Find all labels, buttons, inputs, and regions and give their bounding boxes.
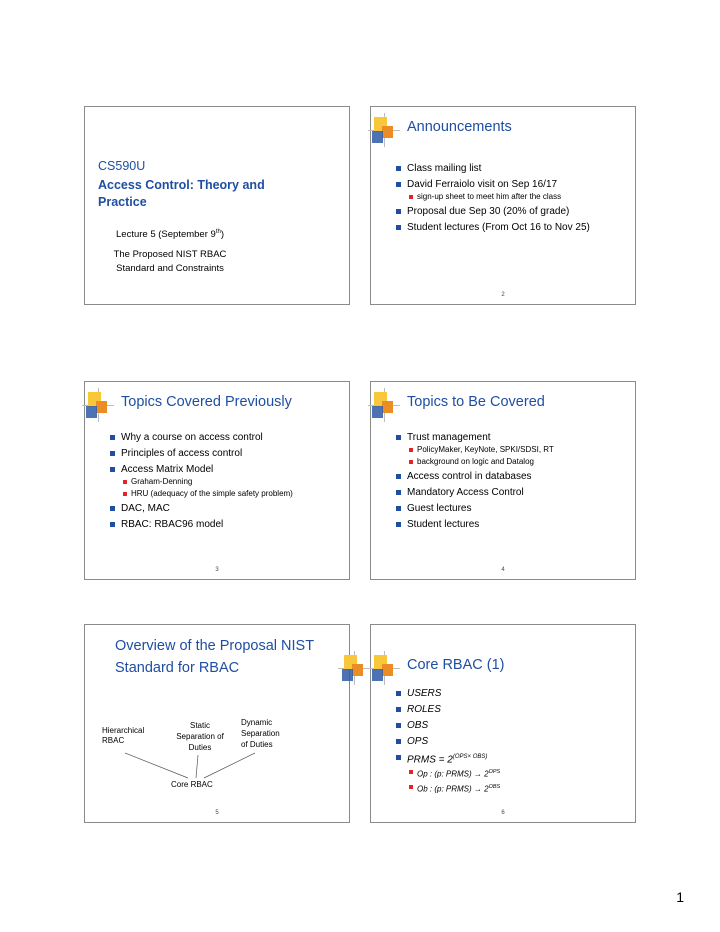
slide-2 <box>370 106 636 305</box>
list-item: Access Matrix Model Graham-Denning HRU (adequacy of the simple safety problem) <box>109 463 334 499</box>
slide-6-title: Core RBAC (1) <box>407 657 505 673</box>
course-code: CS590U <box>98 159 146 173</box>
lecture-info: Lecture 5 (September 9th) The Proposed NIST RBAC Standard and Constraints <box>113 229 227 275</box>
list-item: ROLES <box>395 703 625 716</box>
list-item: PolicyMaker, KeyNote, SPKI/SDSI, RT <box>407 445 625 455</box>
slide-logo-icon <box>368 651 400 685</box>
slide-4 <box>370 381 636 580</box>
slide-6 <box>370 624 636 823</box>
slide-1 <box>84 106 350 305</box>
slide-2-title: Announcements <box>407 119 512 135</box>
list-item: PRMS = $2^{(OPS\times OBS)}$ Op : (p: PRMS) → $2^{OPS}$ Ob : (p: PRMS) → $2^{OBS}$ <box>395 751 625 795</box>
list-item: USERS <box>395 687 625 700</box>
core-rbac-list <box>395 687 625 798</box>
list-item: Graham-Denning <box>121 477 334 487</box>
slide-number: 3 <box>215 567 219 573</box>
slide-number: 6 <box>501 810 505 816</box>
list-item: Trust management PolicyMaker, KeyNote, SPKI/SDSI, RT background on logic and Datalog <box>395 431 625 467</box>
list-item: Student lectures (From Oct 16 to Nov 25) <box>395 221 625 234</box>
list-item: OPS <box>395 735 625 748</box>
list-item: Access control in databases <box>395 470 625 483</box>
node-hierarchical-rbac: Hierarchical RBAC <box>102 726 145 745</box>
list-item: Principles of access control <box>109 447 334 460</box>
list-item: DAC, MAC <box>109 502 334 515</box>
slide-number: 5 <box>215 810 219 816</box>
slide-3-title: Topics Covered Previously <box>121 394 292 410</box>
list-item: Class mailing list <box>395 162 625 175</box>
node-static-sod: Static Separation of Duties <box>176 721 224 752</box>
announcements-list <box>395 162 625 237</box>
node-dynamic-sod: Dynamic Separation of Duties <box>241 718 280 749</box>
list-item: Ob : (p: PRMS) → $2^{OBS}$ <box>407 782 625 795</box>
slide-number: 2 <box>501 292 505 298</box>
page-number: 1 <box>676 889 684 905</box>
slide-1-title: Access Control: Theory and Practice <box>98 178 265 209</box>
list-item: RBAC: RBAC96 model <box>109 518 334 531</box>
list-item: Op : (p: PRMS) → $2^{OPS}$ <box>407 767 625 780</box>
list-item: HRU (adequacy of the simple safety problem) <box>121 489 334 499</box>
slide-3 <box>84 381 350 580</box>
slide-4-title: Topics to Be Covered <box>407 394 545 410</box>
list-item: Mandatory Access Control <box>395 486 625 499</box>
list-item: Proposal due Sep 30 (20% of grade) <box>395 205 625 218</box>
list-item: David Ferraiolo visit on Sep 16/17 sign-up sheet to meet him after the class <box>395 178 625 202</box>
slide-logo-icon <box>82 388 114 422</box>
list-item: OBS <box>395 719 625 732</box>
list-item: Guest lectures <box>395 502 625 515</box>
slide-5 <box>84 624 350 823</box>
node-core-rbac: Core RBAC <box>171 780 213 789</box>
list-item: Why a course on access control <box>109 431 334 444</box>
topics-to-cover-list <box>395 431 625 534</box>
slide-number: 4 <box>501 567 505 573</box>
list-item: sign-up sheet to meet him after the class <box>407 192 625 202</box>
list-item: background on logic and Datalog <box>407 457 625 467</box>
slide-logo-icon <box>368 388 400 422</box>
list-item: Student lectures <box>395 518 625 531</box>
slide-logo-icon <box>368 113 400 147</box>
slide-5-title: Overview of the Proposal NIST Standard for RBAC <box>115 638 315 676</box>
topics-covered-list <box>109 431 334 534</box>
